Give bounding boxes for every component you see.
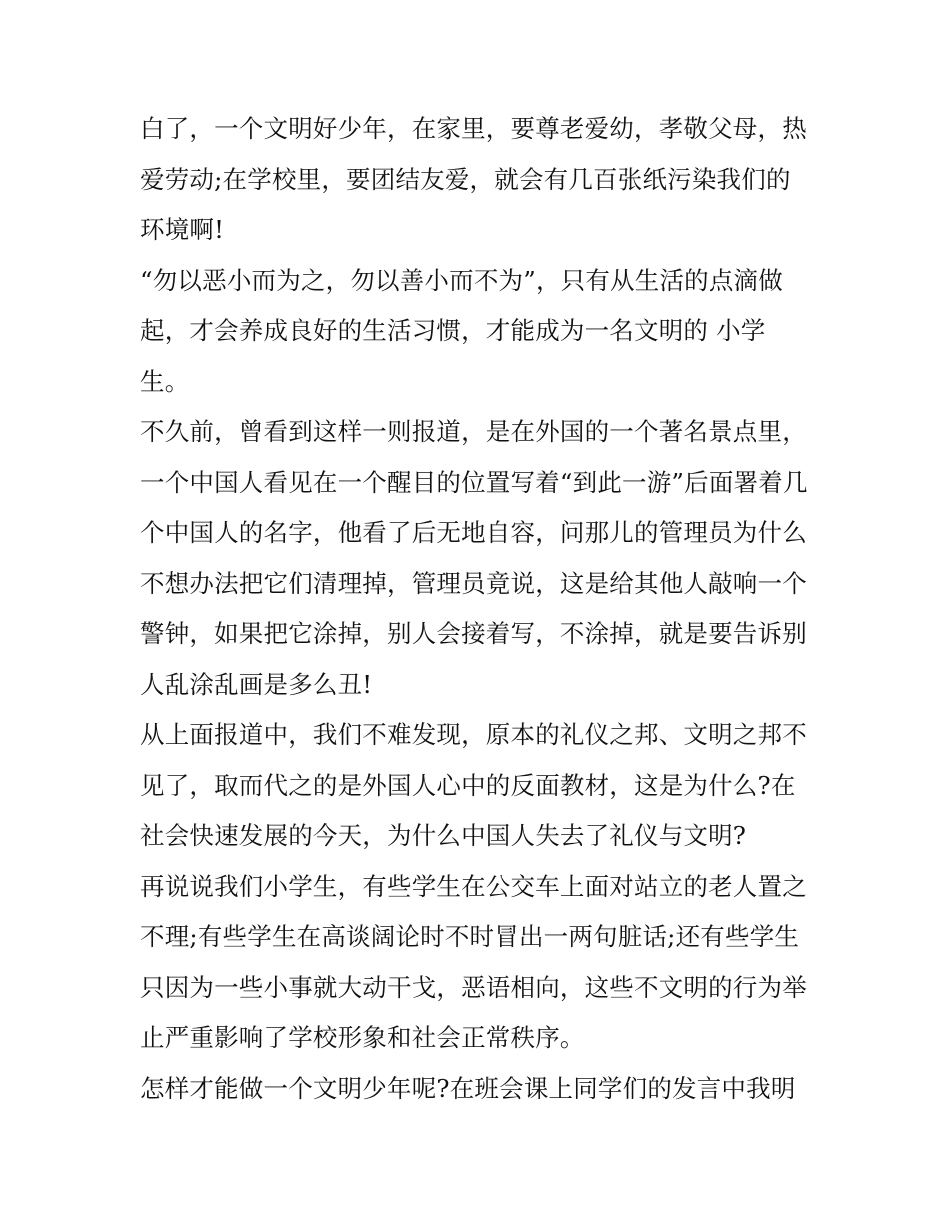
text-line: 不理;有些学生在高谈阔论时不时冒出一两句脏话;还有些学生 — [140, 922, 800, 951]
text-line: 不久前，曾看到这样一则报道，是在外国的一个著名景点里， — [140, 417, 807, 446]
paragraph — [140, 862, 820, 1064]
text-line: 警钟，如果把它涂掉，别人会接着写，不涂掉，就是要告诉别 — [140, 619, 807, 648]
text-line: 再说说我们小学生，有些学生在公交车上面对站立的老人置之 — [140, 871, 807, 901]
text-line: 见了，取而代之的是外国人心中的反面教材，这是为什么?在 — [140, 770, 796, 800]
text-line: 起，才会养成良好的生活习惯，才能成为一名文明的 小学 — [140, 316, 766, 345]
text-line: 止严重影响了学校形象和社会正常秩序。 — [140, 1023, 585, 1052]
text-line: 社会快速发展的今天，为什么中国人失去了礼仪与文明? — [140, 821, 747, 850]
document-body — [140, 104, 820, 1114]
text-line: 一个中国人看见在一个醒目的位置写着“到此一游”后面署着几 — [140, 467, 808, 497]
text-line: 只因为一些小事就大动干戈，恶语相向，这些不文明的行为举 — [140, 972, 807, 1002]
text-line: 人乱涂乱画是多么丑! — [140, 669, 373, 699]
text-line: 白了，一个文明好少年，在家里，要尊老爱幼，孝敬父母，热 — [140, 114, 807, 143]
paragraph — [140, 407, 820, 710]
paragraph — [140, 256, 820, 408]
text-line: 不想办法把它们清理掉，管理员竟说，这是给其他人敲响一个 — [140, 568, 807, 598]
text-line: 生。 — [140, 366, 190, 396]
paragraph — [140, 1064, 820, 1115]
text-line: 爱劳动;在学校里，要团结友爱，就会有几百张纸污染我们的 — [140, 164, 791, 194]
paragraph — [140, 710, 820, 862]
text-line: 从上面报道中，我们不难发现，原本的礼仪之邦、文明之邦不 — [140, 720, 807, 749]
text-line: “勿以恶小而为之，勿以善小而不为”，只有从生活的点滴做 — [140, 265, 783, 295]
paragraph — [140, 104, 820, 256]
text-line: 环境啊! — [140, 215, 225, 244]
text-line: 个中国人的名字，他看了后无地自容，问那儿的管理员为什么 — [140, 518, 807, 547]
text-line: 怎样才能做一个文明少年呢?在班会课上同学们的发言中我明 — [140, 1073, 796, 1103]
